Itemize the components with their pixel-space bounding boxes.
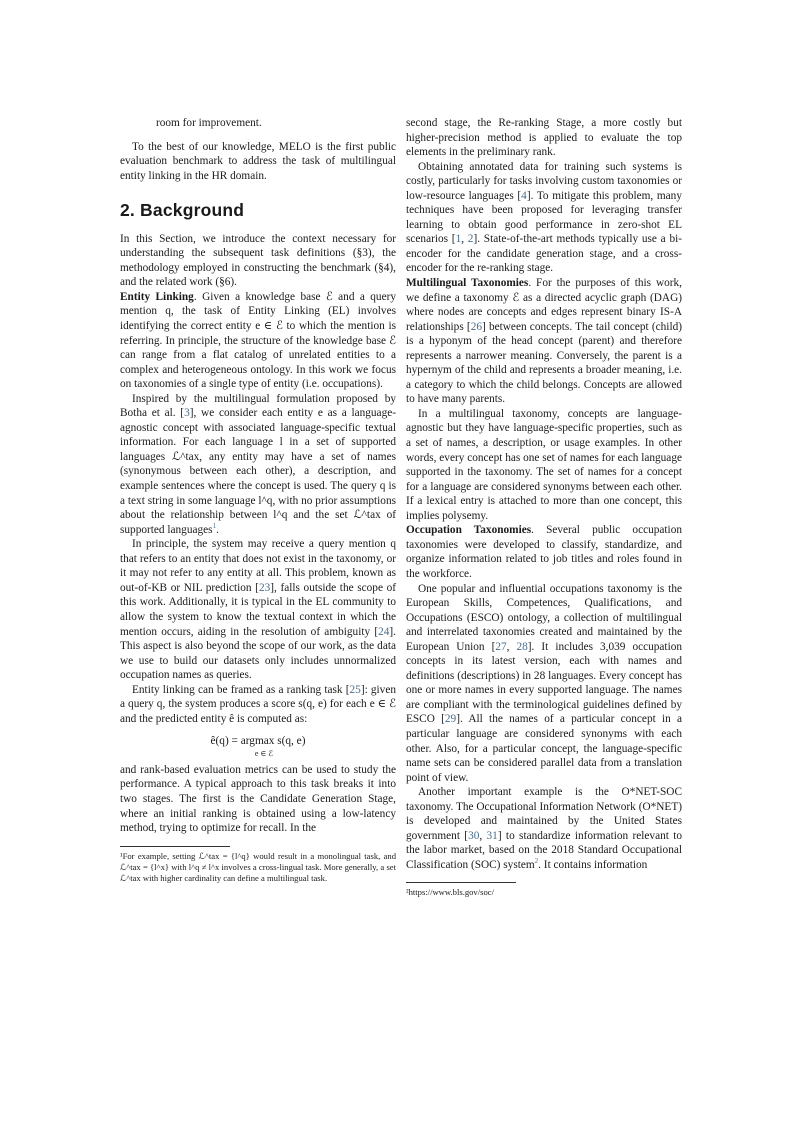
paragraph-onet: Another important example is the O*NET-SOC taxonomy. The Occupational Information Network (O*NET) is developed and maintained by the United States government [30, 31] to standardize information relevant to the labor market, based on the 2018 Standard Occupational Classification (SOC) system$^2$. It contains information bbox=[406, 786, 683, 871]
footnote-marker[interactable]: 1 bbox=[212, 521, 217, 530]
paragraph-nil-prediction: In principle, the system may receive a query mention q that refers to an entity that does not exist in the taxonomy, or it may not refer to any entity at all. This problem, known as out-of-KB or NIL prediction [23], falls outside the scope of this work. Additionally, it is typical in the EL community to allow the system to know the textual context in which the mention occurs, aiding in the resolution of ambiguity [24]. This aspect is also beyond the scope of our work, as the data we use to build our datasets only includes unnormalized occupation names as queries. bbox=[120, 538, 396, 682]
citation-link[interactable]: 4 bbox=[521, 189, 527, 202]
paragraph-annotated-data: Obtaining annotated data for training such systems is costly, particularly for tasks involving custom taxonomies or low-resource languages [4]. To mitigate this problem, many techniques have been proposed for leveraging transfer learning to obtain good performance in zero-shot EL scenarios [1, 2]. State-of-the-art methods typically use a bi-encoder for the candidate generation stage, and a cross-encoder for the re-ranking stage. bbox=[406, 160, 682, 275]
paragraph-ranking-task: Entity linking can be framed as a ranking task [25]: given a query q, the system produces a score s(q, e) for each e ∈ ℰ and the predicted entity ê is computed as: bbox=[120, 683, 396, 725]
run-in-heading-occupation-taxonomies: Occupation Taxonomies bbox=[406, 524, 532, 537]
citation-link[interactable]: 31 bbox=[486, 829, 498, 842]
paragraph-multilingual-formulation: Inspired by the multilingual formulation proposed by Botha et al. [3], we consider each entity e as a language-agnostic concept with associated language-specific textual information. For each language l in a set of supported languages ℒ^tax, any entity may have a set of names (synonymous between each other), a description, and example sentences where the concept is used. The query q is a text string in some language l^q, with no prior assumptions about the relationship between l^q and the set ℒ^tax of supported languages$^1$. bbox=[120, 392, 396, 536]
citation-link[interactable]: 2 bbox=[467, 233, 474, 246]
citation-link[interactable]: 1 bbox=[455, 233, 462, 246]
section-heading-background: 2. Background bbox=[120, 200, 245, 221]
paragraph-entity-linking: Entity Linking. Given a knowledge base ℰ and a query mention q, the task of Entity Linking (EL) involves identifying the correct entity e ∈ ℰ to which the mention is referring. In principle, the structure of the knowledge base ℰ can range from a flat catalog of unrelated entities to a complex and heterogeneous ontology. In this work we focus on taxonomies of a single type of entity (i.e. occupations). bbox=[120, 290, 396, 391]
citation-link[interactable]: 30 bbox=[468, 829, 480, 842]
citation-link[interactable]: 3 bbox=[184, 407, 190, 420]
citation-link[interactable]: 25 bbox=[349, 683, 361, 696]
equation-argmax bbox=[120, 734, 396, 759]
citation-link[interactable]: 24 bbox=[378, 625, 390, 638]
citation-link[interactable]: 23 bbox=[258, 581, 271, 594]
paragraph-section-intro: In this Section, we introduce the context necessary for understanding the subsequent task definitions (§3), the methodology employed in constructing the benchmark (§4), and the related work (§6). bbox=[120, 232, 396, 289]
citation-link[interactable]: 27 bbox=[495, 640, 507, 653]
paragraph-multilingual-taxonomies: Multilingual Taxonomies. For the purposes of this work, we define a taxonomy ℰ as a directed acyclic graph (DAG) where nodes are concepts and edges represent binary IS-A relationships [26] between concepts. The tail concept (child) is a hyponym of the head concept (parent) and therefore represents a narrower meaning. Conversely, the parent is a hypernym of the child and represents a broader meaning, i.e. a category to which the child belongs. Concepts are allowed to have many parents. bbox=[406, 277, 683, 406]
paragraph-occupation-taxonomies: Occupation Taxonomies. Several public occupation taxonomies were developed to classify, standardize, and organize information related to job titles and roles found in the workforce. bbox=[406, 524, 682, 580]
left-column bbox=[120, 116, 396, 884]
paragraph-language-agnostic: In a multilingual taxonomy, concepts are language-agnostic but they have language-specific properties, such as a set of names, a description, or usage examples. In other words, every concept has one set of names for each language supported in the taxonomy. The set of names for a concept for a language are considered synonyms between each other. If a lexical entry is attached to more than one concept, this implies polysemy. bbox=[406, 407, 682, 522]
right-column bbox=[406, 116, 682, 898]
footnote-2: ²https://www.bls.gov/soc/ bbox=[406, 887, 494, 898]
citation-link[interactable]: 28 bbox=[516, 640, 528, 653]
citation-link[interactable]: 29 bbox=[444, 713, 457, 726]
paragraph-contribution: To the best of our knowledge, MELO is the first public evaluation benchmark to address the task of multilingual entity linking in the HR domain. bbox=[120, 140, 396, 182]
paragraph-esco: One popular and influential occupations taxonomy is the European Skills, Competences, Qualifications, and Occupations (ESCO) ontology, a collection of multilingual and interrelated taxonomies created and maintained by the European Union [27, 28]. It includes 3,039 occupation concepts in its latest version, each with names and definitions (descriptions) in 28 languages. Every concept has one or more names in every supported language. The names are compliant with the terminological guidelines defined by ESCO [29]. All the names of a particular concept in a particular language are considered synonyms with each other. Also, for a particular concept, the language-specific name sets can be considered parallel data from a translation point of view. bbox=[406, 582, 683, 784]
equation-subscript: e ∈ ℰ bbox=[254, 748, 274, 758]
footnote-divider bbox=[406, 882, 516, 883]
footnote-marker[interactable]: 2 bbox=[534, 857, 539, 866]
paragraph-reranking: second stage, the Re-ranking Stage, a more costly but higher-precision method is applied to evaluate the top elements in the preliminary rank. bbox=[406, 117, 682, 159]
citation-link[interactable]: 26 bbox=[470, 320, 482, 333]
paragraph-two-stages: and rank-based evaluation metrics can be used to study the performance. A typical approach to this task breaks it into two stages. The first is the Candidate Generation Stage, where an initial ranking is obtained using a low-latency method, trying to optimize for recall. In the bbox=[120, 763, 396, 835]
footnote-1: ¹For example, setting ℒ^tax = {l^q} would result in a monolingual task, and ℒ^tax = {l^x} with l^q ≠ l^x involves a cross-lingual task. More generally, a set ℒ^tax with higher cardinality can define a multilingual task. bbox=[120, 850, 396, 883]
equation-main: ê(q) = argmax s(q, e) bbox=[210, 735, 306, 748]
run-in-heading-entity-linking: Entity Linking bbox=[120, 290, 194, 303]
footnote-divider bbox=[120, 846, 230, 847]
run-in-heading-multilingual-taxonomies: Multilingual Taxonomies bbox=[406, 277, 529, 290]
paragraph-intro-end: room for improvement. bbox=[156, 117, 262, 129]
